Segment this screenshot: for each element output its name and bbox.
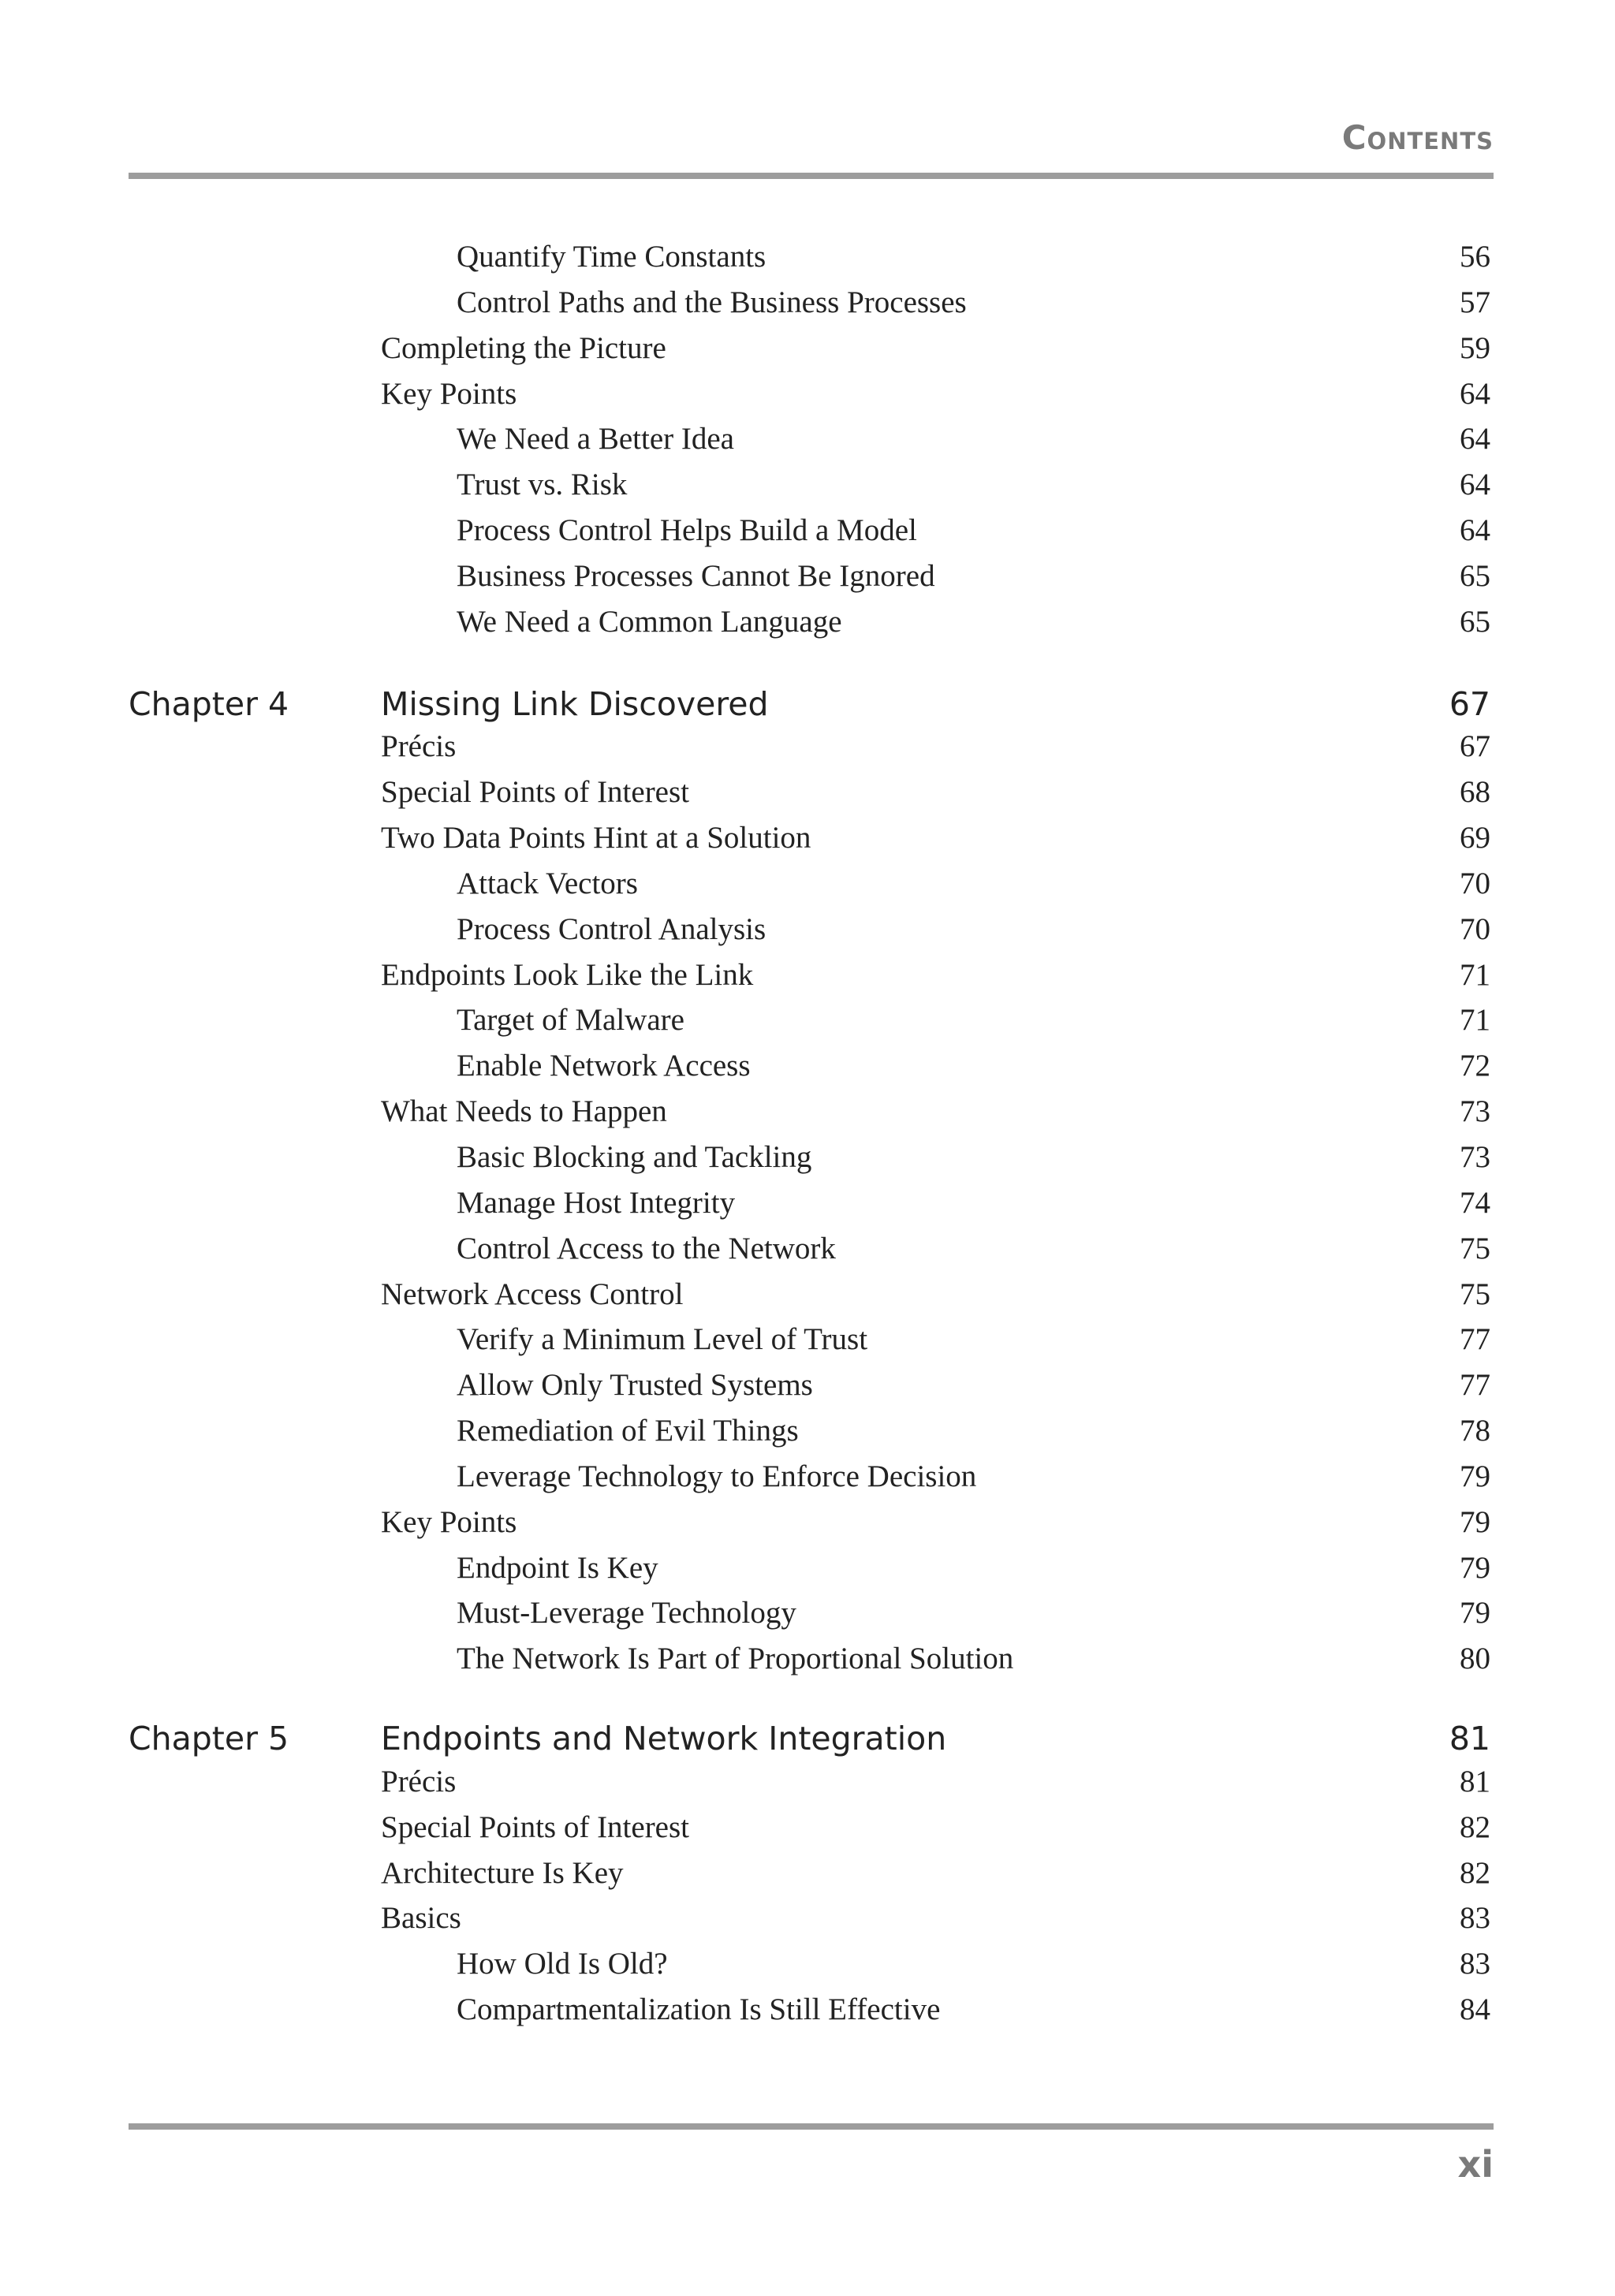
toc-entry[interactable]: [457, 419, 1490, 459]
toc-entry-title: Completing the Picture: [381, 331, 666, 365]
toc-entry[interactable]: [381, 1808, 1490, 1847]
toc-entry[interactable]: [457, 511, 1490, 550]
toc-page-number: 70: [1460, 867, 1490, 900]
toc-page-number: 57: [1460, 285, 1490, 319]
toc-entry-title: We Need a Common Language: [457, 605, 842, 639]
toc-page-number: 79: [1460, 1596, 1490, 1630]
toc-page-number: 71: [1460, 958, 1490, 992]
toc-entry[interactable]: [381, 1275, 1490, 1314]
toc-entry-title: Must-Leverage Technology: [457, 1596, 796, 1630]
toc-entry[interactable]: [381, 375, 1490, 414]
toc-page-number: 77: [1460, 1322, 1490, 1356]
toc-entry[interactable]: [457, 1001, 1490, 1040]
toc-entry-title: Key Points: [381, 377, 517, 411]
toc-entry-title: Special Points of Interest: [381, 1810, 690, 1844]
toc-entry-title: Enable Network Access: [457, 1049, 751, 1083]
toc-page-number: 68: [1460, 775, 1490, 809]
toc-page-number: 83: [1460, 1947, 1490, 1981]
toc-entry-title: Business Processes Cannot Be Ignored: [457, 559, 935, 593]
toc-entry-title: We Need a Better Idea: [457, 422, 734, 456]
toc-page-number: 74: [1460, 1186, 1490, 1220]
toc-entry-title: What Needs to Happen: [381, 1094, 667, 1128]
toc-page-number: 82: [1460, 1856, 1490, 1890]
toc-entry-title: Verify a Minimum Level of Trust: [457, 1322, 868, 1356]
toc-page-number: 56: [1460, 240, 1490, 274]
toc-page-number: 69: [1460, 821, 1490, 855]
toc-entry-title: Two Data Points Hint at a Solution: [381, 821, 811, 855]
toc-page-number: 84: [1460, 1992, 1490, 2026]
toc-page-number: 67: [1449, 685, 1490, 723]
toc-page-number: 75: [1460, 1277, 1490, 1311]
toc-entry-title: Basics: [381, 1901, 461, 1935]
toc-entry[interactable]: [457, 1366, 1490, 1405]
toc-entry[interactable]: [457, 1229, 1490, 1269]
toc-page-number: 71: [1460, 1003, 1490, 1037]
toc-entry[interactable]: [457, 237, 1490, 277]
chapter-label: Chapter 5: [129, 1720, 289, 1757]
toc-entry[interactable]: [457, 283, 1490, 322]
toc-entry[interactable]: [457, 1990, 1490, 2030]
toc-entry-title: Allow Only Trusted Systems: [457, 1368, 813, 1402]
toc-page-number: 64: [1460, 468, 1490, 501]
toc-entry-title: Control Paths and the Business Processes: [457, 285, 967, 319]
toc-entry[interactable]: [381, 1762, 1490, 1802]
toc-page-number: 73: [1460, 1140, 1490, 1174]
toc-entry[interactable]: [381, 329, 1490, 368]
toc-entry-title: Remediation of Evil Things: [457, 1414, 799, 1448]
toc-entry[interactable]: [381, 682, 1490, 726]
toc-page-number: 72: [1460, 1049, 1490, 1083]
toc-entry-title: Attack Vectors: [457, 867, 638, 900]
footer-rule: [129, 2123, 1494, 2130]
toc-entry[interactable]: [381, 1854, 1490, 1893]
toc-entry-title: Special Points of Interest: [381, 775, 690, 809]
toc-page-number: 79: [1460, 1459, 1490, 1493]
toc-entry-title: Key Points: [381, 1505, 517, 1539]
toc-page-number: 73: [1460, 1094, 1490, 1128]
toc-entry[interactable]: [457, 1639, 1490, 1679]
toc-entry[interactable]: [457, 1593, 1490, 1633]
toc-entry-title: Network Access Control: [381, 1277, 684, 1311]
toc-entry-title: Endpoints and Network Integration: [381, 1720, 947, 1757]
toc-page-number: 64: [1460, 422, 1490, 456]
toc-page-number: 80: [1460, 1642, 1490, 1675]
toc-page-number: 70: [1460, 912, 1490, 946]
toc-entry[interactable]: [381, 727, 1490, 766]
toc-entry[interactable]: [457, 557, 1490, 596]
toc-page-number: 79: [1460, 1551, 1490, 1585]
toc-page-number: 77: [1460, 1368, 1490, 1402]
toc-entry-title: The Network Is Part of Proportional Solution: [457, 1642, 1014, 1675]
toc-page-number: 81: [1460, 1765, 1490, 1798]
toc-entry[interactable]: [457, 465, 1490, 505]
toc-entry[interactable]: [457, 864, 1490, 904]
toc-page-number: 75: [1460, 1232, 1490, 1265]
toc-entry-title: Trust vs. Risk: [457, 468, 628, 501]
toc-entry-title: Architecture Is Key: [381, 1856, 624, 1890]
toc-entry-title: Endpoint Is Key: [457, 1551, 658, 1585]
toc-entry[interactable]: [381, 1503, 1490, 1542]
chapter-label: Chapter 4: [129, 685, 289, 723]
toc-entry[interactable]: [457, 1046, 1490, 1086]
toc-entry[interactable]: [457, 1183, 1490, 1223]
page-number: xi: [1457, 2143, 1494, 2186]
toc-entry[interactable]: [457, 910, 1490, 949]
toc-entry-title: Quantify Time Constants: [457, 240, 766, 274]
toc-entry[interactable]: [381, 956, 1490, 995]
toc-page-number: 59: [1460, 331, 1490, 365]
running-head: Contents: [1341, 118, 1494, 157]
toc-entry-title: Compartmentalization Is Still Effective: [457, 1992, 941, 2026]
toc-page-number: 78: [1460, 1414, 1490, 1448]
toc-entry[interactable]: [457, 1944, 1490, 1984]
toc-page-number: 79: [1460, 1505, 1490, 1539]
toc-entry-title: Target of Malware: [457, 1003, 684, 1037]
toc-entry[interactable]: [381, 773, 1490, 812]
toc-page-number: 64: [1460, 513, 1490, 547]
toc-entry[interactable]: [457, 1411, 1490, 1451]
toc-entry-title: Process Control Analysis: [457, 912, 766, 946]
toc-entry[interactable]: [381, 1899, 1490, 1938]
toc-entry-title: Précis: [381, 729, 457, 763]
toc-entry-title: How Old Is Old?: [457, 1947, 668, 1981]
toc-entry-title: Basic Blocking and Tackling: [457, 1140, 812, 1174]
toc-entry-title: Leverage Technology to Enforce Decision: [457, 1459, 977, 1493]
toc-entry[interactable]: [457, 1138, 1490, 1177]
toc-entry[interactable]: [381, 1092, 1490, 1131]
toc-entry-title: Précis: [381, 1765, 457, 1798]
toc-entry[interactable]: [457, 602, 1490, 642]
toc-page-number: 65: [1460, 605, 1490, 639]
toc-entry[interactable]: [381, 1716, 1490, 1761]
toc-entry-title: Missing Link Discovered: [381, 685, 769, 723]
toc-entry[interactable]: [381, 818, 1490, 858]
toc-page-number: 67: [1460, 729, 1490, 763]
toc-entry-title: Manage Host Integrity: [457, 1186, 736, 1220]
toc-page-number: 82: [1460, 1810, 1490, 1844]
toc-entry-title: Control Access to the Network: [457, 1232, 836, 1265]
toc-entry[interactable]: [457, 1320, 1490, 1359]
toc-page-number: 64: [1460, 377, 1490, 411]
toc-entry-title: Endpoints Look Like the Link: [381, 958, 754, 992]
toc-entry[interactable]: [457, 1549, 1490, 1588]
toc-page-number: 83: [1460, 1901, 1490, 1935]
toc-page-number: 65: [1460, 559, 1490, 593]
toc-page-number: 81: [1449, 1720, 1490, 1757]
toc-entry[interactable]: [457, 1457, 1490, 1496]
toc-entry-title: Process Control Helps Build a Model: [457, 513, 917, 547]
